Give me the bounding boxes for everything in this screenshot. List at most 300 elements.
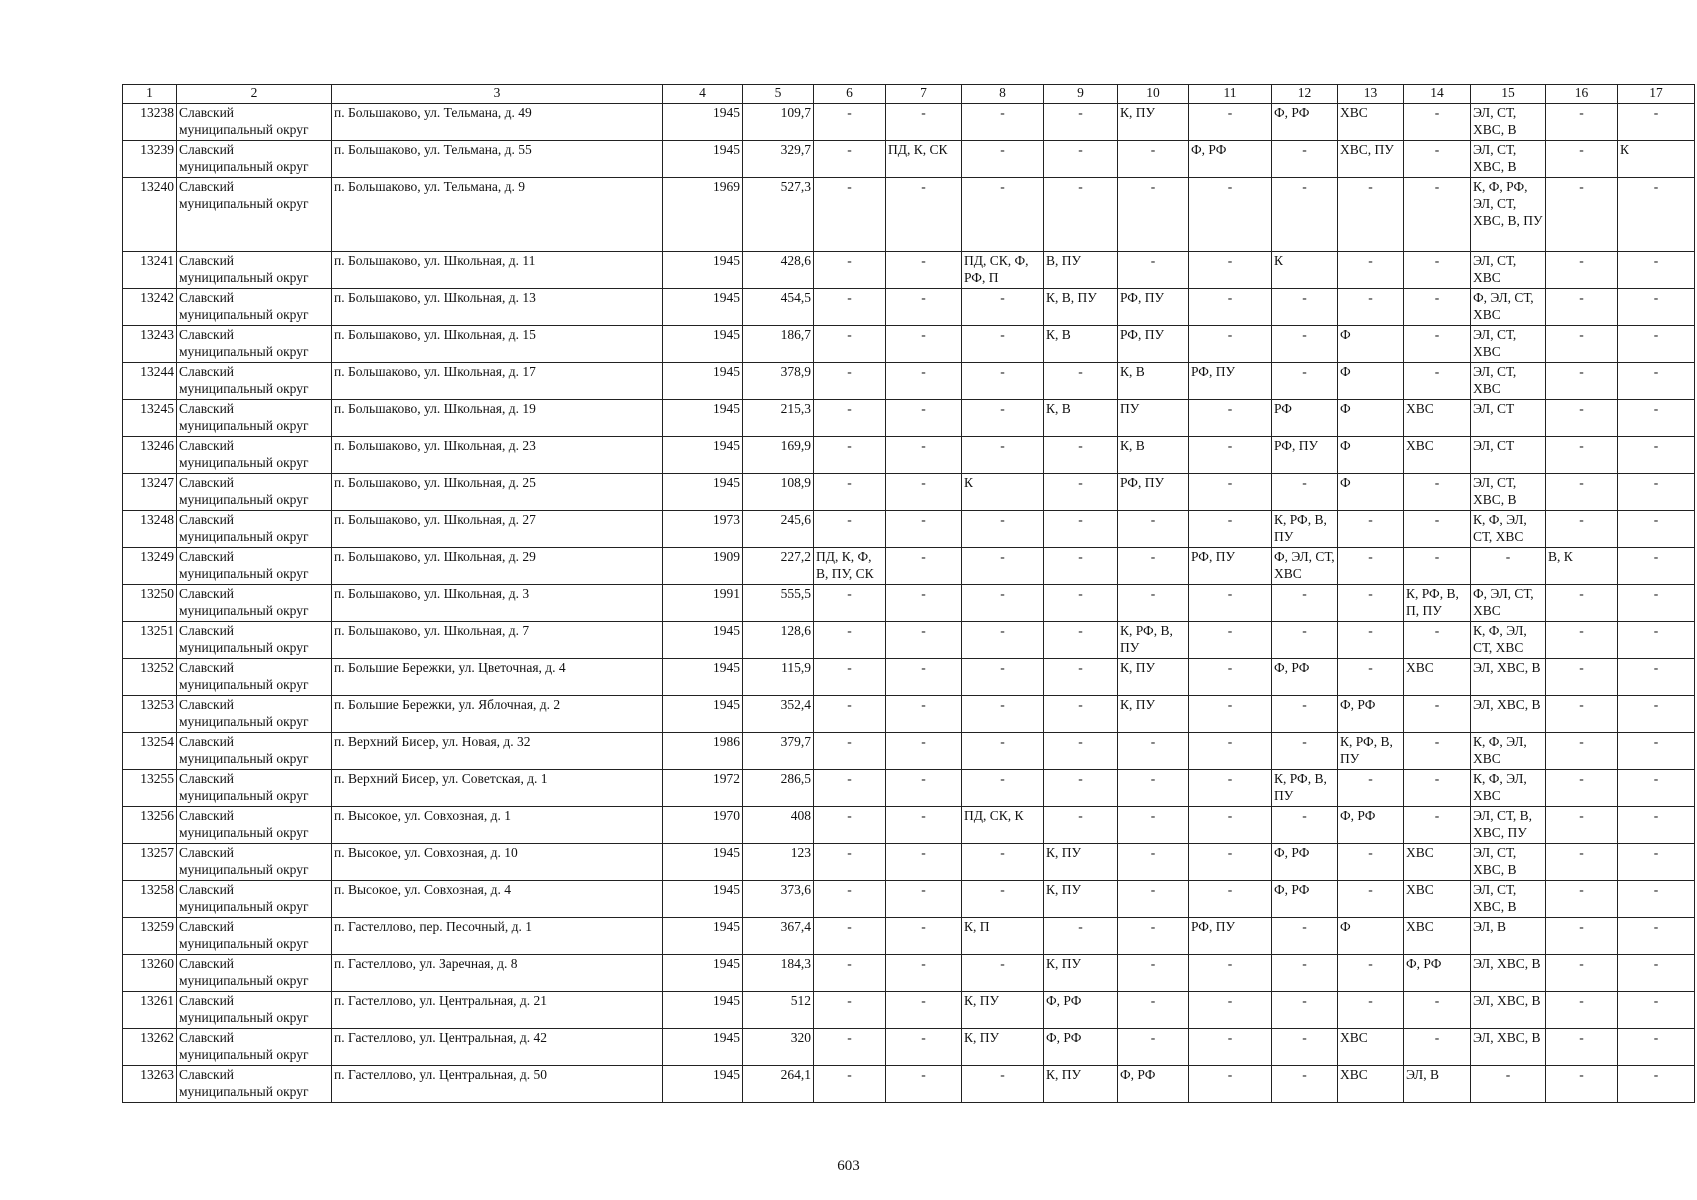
cell-row-number: 13241 [123, 252, 177, 289]
cell-year: 1945 [663, 696, 743, 733]
cell-col-16: - [1546, 289, 1618, 326]
cell-col-12: - [1272, 992, 1338, 1029]
cell-col-7: - [886, 733, 962, 770]
cell-address: п. Большаково, ул. Школьная, д. 17 [332, 363, 663, 400]
table-row [123, 363, 1695, 400]
cell-col-13: Ф [1338, 400, 1404, 437]
table-row [123, 474, 1695, 511]
cell-municipality: Славский муниципальный округ [177, 992, 332, 1029]
cell-col-11: - [1189, 326, 1272, 363]
cell-col-11: - [1189, 437, 1272, 474]
cell-col-9: - [1044, 770, 1118, 807]
cell-col-8: К [962, 474, 1044, 511]
table-row [123, 1066, 1695, 1103]
cell-col-7: - [886, 770, 962, 807]
column-header-1: 1 [123, 85, 177, 104]
cell-row-number: 13249 [123, 548, 177, 585]
cell-col-9: Ф, РФ [1044, 992, 1118, 1029]
table-row [123, 289, 1695, 326]
cell-col-15: ЭЛ, ХВС, В [1471, 659, 1546, 696]
cell-col-14: - [1404, 807, 1471, 844]
cell-col-8: - [962, 955, 1044, 992]
column-header-3: 3 [332, 85, 663, 104]
cell-col-17: - [1618, 659, 1695, 696]
cell-municipality: Славский муниципальный округ [177, 326, 332, 363]
cell-area: 128,6 [743, 622, 814, 659]
cell-row-number: 13257 [123, 844, 177, 881]
cell-address: п. Верхний Бисер, ул. Советская, д. 1 [332, 770, 663, 807]
cell-address: п. Большаково, ул. Школьная, д. 3 [332, 585, 663, 622]
cell-col-11: - [1189, 844, 1272, 881]
cell-col-16: - [1546, 104, 1618, 141]
cell-municipality: Славский муниципальный округ [177, 622, 332, 659]
cell-row-number: 13252 [123, 659, 177, 696]
cell-area: 512 [743, 992, 814, 1029]
cell-col-8: ПД, СК, Ф, РФ, П [962, 252, 1044, 289]
cell-year: 1945 [663, 955, 743, 992]
cell-col-12: РФ [1272, 400, 1338, 437]
cell-row-number: 13260 [123, 955, 177, 992]
cell-col-7: - [886, 474, 962, 511]
cell-col-15: Ф, ЭЛ, СТ, ХВС [1471, 585, 1546, 622]
cell-col-11: - [1189, 585, 1272, 622]
cell-col-10: К, ПУ [1118, 659, 1189, 696]
cell-col-7: - [886, 252, 962, 289]
cell-col-14: - [1404, 326, 1471, 363]
cell-row-number: 13250 [123, 585, 177, 622]
cell-col-7: - [886, 622, 962, 659]
cell-col-17: - [1618, 918, 1695, 955]
cell-col-14: - [1404, 141, 1471, 178]
cell-col-13: - [1338, 289, 1404, 326]
cell-col-10: - [1118, 844, 1189, 881]
cell-municipality: Славский муниципальный округ [177, 474, 332, 511]
cell-col-6: - [814, 770, 886, 807]
cell-col-11: - [1189, 289, 1272, 326]
cell-col-13: Ф [1338, 326, 1404, 363]
cell-col-9: - [1044, 104, 1118, 141]
cell-col-8: - [962, 622, 1044, 659]
column-header-5: 5 [743, 85, 814, 104]
cell-col-9: - [1044, 622, 1118, 659]
cell-col-9: К, В [1044, 400, 1118, 437]
cell-col-11: - [1189, 1066, 1272, 1103]
cell-col-17: - [1618, 252, 1695, 289]
cell-col-14: - [1404, 252, 1471, 289]
cell-municipality: Славский муниципальный округ [177, 844, 332, 881]
cell-year: 1945 [663, 1066, 743, 1103]
cell-col-7: - [886, 1066, 962, 1103]
cell-municipality: Славский муниципальный округ [177, 289, 332, 326]
cell-address: п. Большаково, ул. Школьная, д. 25 [332, 474, 663, 511]
cell-col-15: ЭЛ, ХВС, В [1471, 1029, 1546, 1066]
cell-row-number: 13240 [123, 178, 177, 252]
column-header-7: 7 [886, 85, 962, 104]
table-row [123, 881, 1695, 918]
cell-col-13: ХВС [1338, 1066, 1404, 1103]
cell-col-11: - [1189, 659, 1272, 696]
cell-col-13: ХВС, ПУ [1338, 141, 1404, 178]
cell-col-16: В, К [1546, 548, 1618, 585]
cell-row-number: 13253 [123, 696, 177, 733]
cell-col-10: - [1118, 733, 1189, 770]
cell-col-6: - [814, 511, 886, 548]
cell-col-10: РФ, ПУ [1118, 326, 1189, 363]
cell-col-6: - [814, 585, 886, 622]
cell-municipality: Славский муниципальный округ [177, 548, 332, 585]
cell-col-14: ХВС [1404, 881, 1471, 918]
cell-col-10: - [1118, 141, 1189, 178]
cell-col-15: ЭЛ, ХВС, В [1471, 696, 1546, 733]
cell-col-8: К, ПУ [962, 992, 1044, 1029]
cell-col-6: - [814, 807, 886, 844]
cell-municipality: Славский муниципальный округ [177, 696, 332, 733]
cell-row-number: 13262 [123, 1029, 177, 1066]
cell-col-9: - [1044, 178, 1118, 252]
cell-municipality: Славский муниципальный округ [177, 1066, 332, 1103]
cell-area: 123 [743, 844, 814, 881]
cell-col-12: - [1272, 141, 1338, 178]
cell-col-12: - [1272, 326, 1338, 363]
cell-col-12: - [1272, 918, 1338, 955]
cell-col-9: - [1044, 141, 1118, 178]
cell-col-16: - [1546, 659, 1618, 696]
cell-municipality: Славский муниципальный округ [177, 400, 332, 437]
cell-area: 379,7 [743, 733, 814, 770]
cell-col-17: - [1618, 437, 1695, 474]
cell-col-16: - [1546, 474, 1618, 511]
cell-col-15: ЭЛ, ХВС, В [1471, 992, 1546, 1029]
table-row [123, 696, 1695, 733]
cell-area: 373,6 [743, 881, 814, 918]
cell-col-15: Ф, ЭЛ, СТ, ХВС [1471, 289, 1546, 326]
cell-col-12: Ф, РФ [1272, 881, 1338, 918]
cell-col-12: - [1272, 955, 1338, 992]
cell-address: п. Большаково, ул. Тельмана, д. 55 [332, 141, 663, 178]
cell-year: 1945 [663, 400, 743, 437]
cell-col-14: - [1404, 548, 1471, 585]
cell-col-6: - [814, 955, 886, 992]
column-header-15: 15 [1471, 85, 1546, 104]
cell-col-17: - [1618, 881, 1695, 918]
cell-municipality: Славский муниципальный округ [177, 585, 332, 622]
cell-row-number: 13259 [123, 918, 177, 955]
cell-col-13: - [1338, 770, 1404, 807]
cell-col-17: - [1618, 696, 1695, 733]
table-row [123, 511, 1695, 548]
cell-col-10: - [1118, 548, 1189, 585]
cell-col-10: К, В [1118, 437, 1189, 474]
cell-col-14: Ф, РФ [1404, 955, 1471, 992]
cell-col-8: - [962, 1066, 1044, 1103]
cell-col-10: - [1118, 1029, 1189, 1066]
cell-col-7: - [886, 289, 962, 326]
cell-col-14: К, РФ, В, П, ПУ [1404, 585, 1471, 622]
cell-row-number: 13263 [123, 1066, 177, 1103]
cell-col-17: - [1618, 622, 1695, 659]
cell-col-15: ЭЛ, СТ [1471, 400, 1546, 437]
cell-col-17: - [1618, 807, 1695, 844]
page-number: 603 [837, 1158, 860, 1174]
cell-col-9: Ф, РФ [1044, 1029, 1118, 1066]
cell-year: 1945 [663, 289, 743, 326]
cell-address: п. Гастеллово, пер. Песочный, д. 1 [332, 918, 663, 955]
cell-col-16: - [1546, 696, 1618, 733]
cell-col-8: - [962, 511, 1044, 548]
cell-col-13: Ф [1338, 918, 1404, 955]
cell-col-11: РФ, ПУ [1189, 548, 1272, 585]
cell-col-16: - [1546, 585, 1618, 622]
cell-row-number: 13238 [123, 104, 177, 141]
cell-col-8: - [962, 733, 1044, 770]
cell-col-6: - [814, 622, 886, 659]
cell-col-7: - [886, 104, 962, 141]
cell-col-11: - [1189, 252, 1272, 289]
cell-col-16: - [1546, 992, 1618, 1029]
cell-address: п. Большаково, ул. Школьная, д. 15 [332, 326, 663, 363]
cell-address: п. Большаково, ул. Школьная, д. 27 [332, 511, 663, 548]
table-row [123, 1029, 1695, 1066]
cell-col-12: - [1272, 1029, 1338, 1066]
cell-col-6: - [814, 1029, 886, 1066]
cell-col-17: - [1618, 1029, 1695, 1066]
cell-col-10: - [1118, 770, 1189, 807]
cell-address: п. Большаково, ул. Школьная, д. 11 [332, 252, 663, 289]
cell-col-8: - [962, 104, 1044, 141]
cell-col-14: - [1404, 104, 1471, 141]
cell-municipality: Славский муниципальный округ [177, 141, 332, 178]
cell-address: п. Высокое, ул. Совхозная, д. 4 [332, 881, 663, 918]
cell-col-12: К, РФ, В, ПУ [1272, 511, 1338, 548]
cell-col-11: - [1189, 178, 1272, 252]
cell-col-16: - [1546, 807, 1618, 844]
cell-col-11: - [1189, 511, 1272, 548]
cell-col-12: - [1272, 622, 1338, 659]
cell-col-13: Ф [1338, 474, 1404, 511]
cell-year: 1970 [663, 807, 743, 844]
cell-col-9: - [1044, 548, 1118, 585]
cell-row-number: 13244 [123, 363, 177, 400]
cell-area: 169,9 [743, 437, 814, 474]
cell-col-9: - [1044, 511, 1118, 548]
table-row [123, 437, 1695, 474]
cell-col-9: - [1044, 918, 1118, 955]
cell-row-number: 13256 [123, 807, 177, 844]
cell-col-7: - [886, 511, 962, 548]
cell-area: 184,3 [743, 955, 814, 992]
cell-area: 115,9 [743, 659, 814, 696]
cell-col-17: - [1618, 104, 1695, 141]
table-header-row [123, 85, 1695, 104]
cell-municipality: Славский муниципальный округ [177, 733, 332, 770]
cell-area: 527,3 [743, 178, 814, 252]
cell-year: 1945 [663, 881, 743, 918]
cell-col-12: - [1272, 696, 1338, 733]
column-header-9: 9 [1044, 85, 1118, 104]
cell-year: 1972 [663, 770, 743, 807]
cell-col-12: - [1272, 807, 1338, 844]
cell-col-7: ПД, К, СК [886, 141, 962, 178]
cell-col-15: ЭЛ, СТ, ХВС, В [1471, 141, 1546, 178]
cell-col-13: Ф [1338, 437, 1404, 474]
table-row [123, 326, 1695, 363]
cell-col-16: - [1546, 733, 1618, 770]
cell-col-7: - [886, 585, 962, 622]
register-table [122, 84, 1695, 1103]
cell-col-15: ЭЛ, В [1471, 918, 1546, 955]
cell-col-15: ЭЛ, СТ, ХВС [1471, 252, 1546, 289]
cell-col-6: - [814, 104, 886, 141]
cell-col-9: К, ПУ [1044, 844, 1118, 881]
cell-col-8: - [962, 178, 1044, 252]
column-header-12: 12 [1272, 85, 1338, 104]
cell-area: 286,5 [743, 770, 814, 807]
cell-col-12: Ф, РФ [1272, 104, 1338, 141]
cell-address: п. Гастеллово, ул. Центральная, д. 42 [332, 1029, 663, 1066]
cell-col-15: - [1471, 548, 1546, 585]
cell-col-13: Ф, РФ [1338, 807, 1404, 844]
cell-area: 215,3 [743, 400, 814, 437]
cell-row-number: 13255 [123, 770, 177, 807]
cell-col-6: - [814, 474, 886, 511]
cell-col-17: - [1618, 733, 1695, 770]
cell-col-8: - [962, 289, 1044, 326]
cell-area: 454,5 [743, 289, 814, 326]
cell-address: п. Большаково, ул. Школьная, д. 13 [332, 289, 663, 326]
table-row [123, 770, 1695, 807]
cell-col-13: ХВС [1338, 1029, 1404, 1066]
cell-col-11: - [1189, 104, 1272, 141]
cell-municipality: Славский муниципальный округ [177, 363, 332, 400]
column-header-11: 11 [1189, 85, 1272, 104]
cell-col-6: - [814, 992, 886, 1029]
cell-col-8: - [962, 585, 1044, 622]
cell-col-16: - [1546, 622, 1618, 659]
cell-col-11: - [1189, 733, 1272, 770]
cell-col-9: В, ПУ [1044, 252, 1118, 289]
cell-col-7: - [886, 955, 962, 992]
cell-col-11: РФ, ПУ [1189, 918, 1272, 955]
cell-col-9: - [1044, 807, 1118, 844]
cell-year: 1973 [663, 511, 743, 548]
cell-col-17: - [1618, 844, 1695, 881]
table-body [123, 104, 1695, 1103]
cell-col-16: - [1546, 437, 1618, 474]
cell-col-10: - [1118, 807, 1189, 844]
cell-municipality: Славский муниципальный округ [177, 807, 332, 844]
cell-area: 109,7 [743, 104, 814, 141]
cell-col-8: - [962, 548, 1044, 585]
cell-col-12: К [1272, 252, 1338, 289]
cell-col-9: К, ПУ [1044, 955, 1118, 992]
cell-col-15: ЭЛ, СТ, ХВС, В [1471, 881, 1546, 918]
cell-year: 1945 [663, 992, 743, 1029]
cell-col-14: ХВС [1404, 844, 1471, 881]
cell-col-15: - [1471, 1066, 1546, 1103]
cell-area: 264,1 [743, 1066, 814, 1103]
cell-col-7: - [886, 992, 962, 1029]
cell-col-8: ПД, СК, К [962, 807, 1044, 844]
column-header-6: 6 [814, 85, 886, 104]
cell-address: п. Большаково, ул. Школьная, д. 23 [332, 437, 663, 474]
cell-row-number: 13246 [123, 437, 177, 474]
cell-col-11: - [1189, 400, 1272, 437]
cell-col-12: Ф, РФ [1272, 844, 1338, 881]
cell-col-15: ЭЛ, СТ, ХВС [1471, 363, 1546, 400]
cell-col-17: - [1618, 955, 1695, 992]
cell-col-11: - [1189, 807, 1272, 844]
cell-col-16: - [1546, 770, 1618, 807]
cell-address: п. Гастеллово, ул. Центральная, д. 21 [332, 992, 663, 1029]
cell-col-9: К, ПУ [1044, 1066, 1118, 1103]
cell-col-17: - [1618, 992, 1695, 1029]
cell-col-12: - [1272, 289, 1338, 326]
cell-col-13: - [1338, 844, 1404, 881]
cell-col-11: - [1189, 696, 1272, 733]
cell-col-12: - [1272, 733, 1338, 770]
cell-year: 1945 [663, 363, 743, 400]
cell-col-17: К [1618, 141, 1695, 178]
column-header-16: 16 [1546, 85, 1618, 104]
cell-area: 245,6 [743, 511, 814, 548]
cell-col-11: - [1189, 881, 1272, 918]
cell-col-9: - [1044, 659, 1118, 696]
cell-row-number: 13247 [123, 474, 177, 511]
cell-year: 1991 [663, 585, 743, 622]
cell-col-10: - [1118, 585, 1189, 622]
table-row [123, 659, 1695, 696]
cell-col-6: - [814, 1066, 886, 1103]
cell-col-13: - [1338, 622, 1404, 659]
cell-year: 1969 [663, 178, 743, 252]
cell-col-10: РФ, ПУ [1118, 289, 1189, 326]
cell-col-14: ЭЛ, В [1404, 1066, 1471, 1103]
cell-year: 1945 [663, 918, 743, 955]
cell-col-16: - [1546, 1066, 1618, 1103]
cell-col-6: - [814, 881, 886, 918]
cell-col-6: - [814, 252, 886, 289]
cell-col-15: К, Ф, ЭЛ, СТ, ХВС [1471, 622, 1546, 659]
cell-col-9: К, В, ПУ [1044, 289, 1118, 326]
cell-col-11: - [1189, 955, 1272, 992]
cell-col-13: - [1338, 548, 1404, 585]
cell-col-7: - [886, 363, 962, 400]
cell-col-15: ЭЛ, СТ, ХВС, В [1471, 104, 1546, 141]
cell-row-number: 13248 [123, 511, 177, 548]
table-row [123, 918, 1695, 955]
cell-col-14: - [1404, 363, 1471, 400]
cell-area: 108,9 [743, 474, 814, 511]
table-row [123, 252, 1695, 289]
cell-col-16: - [1546, 881, 1618, 918]
cell-col-14: ХВС [1404, 437, 1471, 474]
cell-col-16: - [1546, 141, 1618, 178]
cell-col-12: К, РФ, В, ПУ [1272, 770, 1338, 807]
table-row [123, 400, 1695, 437]
cell-col-11: Ф, РФ [1189, 141, 1272, 178]
cell-address: п. Большаково, ул. Тельмана, д. 49 [332, 104, 663, 141]
cell-col-16: - [1546, 918, 1618, 955]
cell-col-8: - [962, 326, 1044, 363]
cell-col-13: - [1338, 585, 1404, 622]
cell-area: 329,7 [743, 141, 814, 178]
cell-col-15: ЭЛ, СТ, ХВС, В [1471, 844, 1546, 881]
column-header-13: 13 [1338, 85, 1404, 104]
cell-row-number: 13242 [123, 289, 177, 326]
cell-address: п. Большие Бережки, ул. Цветочная, д. 4 [332, 659, 663, 696]
cell-col-12: - [1272, 585, 1338, 622]
table-row [123, 104, 1695, 141]
